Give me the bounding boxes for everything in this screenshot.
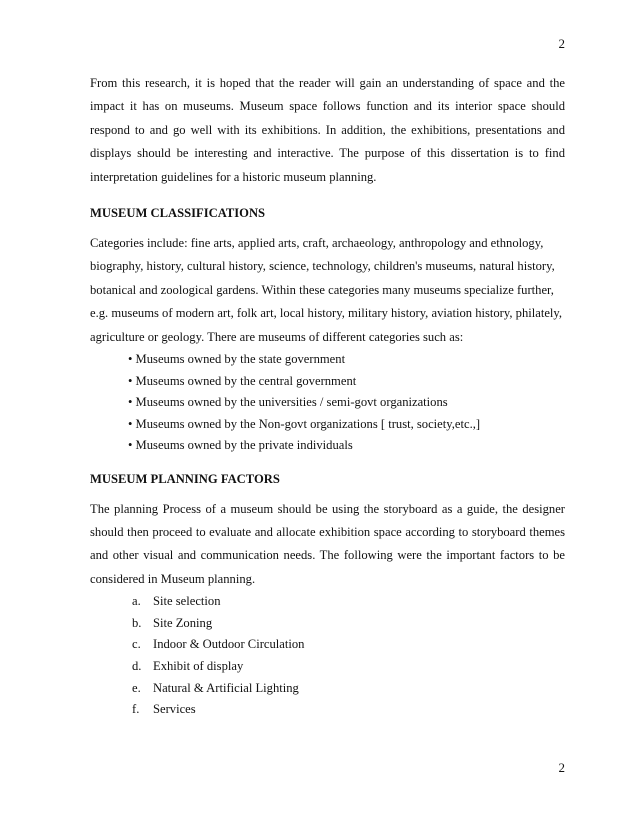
list-item: • Museums owned by the state government bbox=[128, 352, 346, 367]
planning-factors-list bbox=[90, 591, 565, 721]
classifications-line: biography, history, cultural history, science, technology, children's museums, natural history, bbox=[90, 259, 555, 274]
list-marker: b. bbox=[132, 615, 142, 630]
list-item: • Museums owned by the universities / semi-govt organizations bbox=[128, 395, 448, 410]
list-item-text: Exhibit of display bbox=[153, 658, 244, 673]
list-marker: f. bbox=[132, 702, 140, 717]
classifications-line: agriculture or geology. There are museums of different categories such as: bbox=[90, 329, 464, 344]
list-item-text: Services bbox=[153, 702, 196, 717]
document-body bbox=[90, 72, 565, 721]
intro-paragraph: From this research, it is hoped that the reader will gain an understanding of space and the impact it has on museums. Museum space follows function and its interior space should respond to and go well with its exhibitions. In addition, the exhibitions, presentations and displays should be interesting and interactive. The purpose of this dissertation is to find interpretation guidelines for a historic museum planning. bbox=[90, 76, 565, 184]
page-number-top: 2 bbox=[558, 36, 565, 51]
list-item bbox=[132, 591, 565, 613]
list-item bbox=[132, 699, 565, 721]
list-item-text: Indoor & Outdoor Circulation bbox=[153, 637, 305, 652]
section-heading-classifications: MUSEUM CLASSIFICATIONS bbox=[90, 206, 266, 221]
classifications-paragraph bbox=[90, 232, 565, 349]
list-marker: e. bbox=[132, 680, 141, 695]
section-heading-planning-factors: MUSEUM PLANNING FACTORS bbox=[90, 471, 280, 486]
list-item-text: Site Zoning bbox=[153, 615, 213, 630]
page-number-bottom: 2 bbox=[558, 760, 565, 775]
list-item: • Museums owned by the private individuals bbox=[128, 438, 353, 453]
list-item bbox=[132, 613, 565, 635]
planning-paragraph: The planning Process of a museum should be using the storyboard as a guide, the designer should then proceed to evaluate and allocate exhibition space according to storyboard themes and other visual and communication needs. The following were the important factors to be considered in Museum planning. bbox=[90, 501, 565, 586]
list-item-text: Natural & Artificial Lighting bbox=[153, 680, 299, 695]
list-marker: d. bbox=[132, 658, 142, 673]
list-item: • Museums owned by the Non-govt organizations [ trust, society,etc.,] bbox=[128, 416, 481, 431]
list-marker: a. bbox=[132, 594, 141, 609]
list-item bbox=[132, 634, 565, 656]
list-item bbox=[132, 678, 565, 700]
classifications-line: Categories include: fine arts, applied arts, craft, archaeology, anthropology and ethnology, bbox=[90, 236, 544, 251]
list-marker: c. bbox=[132, 637, 141, 652]
classifications-line: e.g. museums of modern art, folk art, local history, military history, aviation history, philately, bbox=[90, 306, 563, 321]
list-item bbox=[132, 656, 565, 678]
list-item-text: Site selection bbox=[153, 594, 221, 609]
classifications-line: botanical and zoological gardens. Within these categories many museums specialize further, bbox=[90, 282, 554, 297]
list-item: • Museums owned by the central government bbox=[128, 373, 357, 388]
ownership-list bbox=[90, 349, 565, 457]
